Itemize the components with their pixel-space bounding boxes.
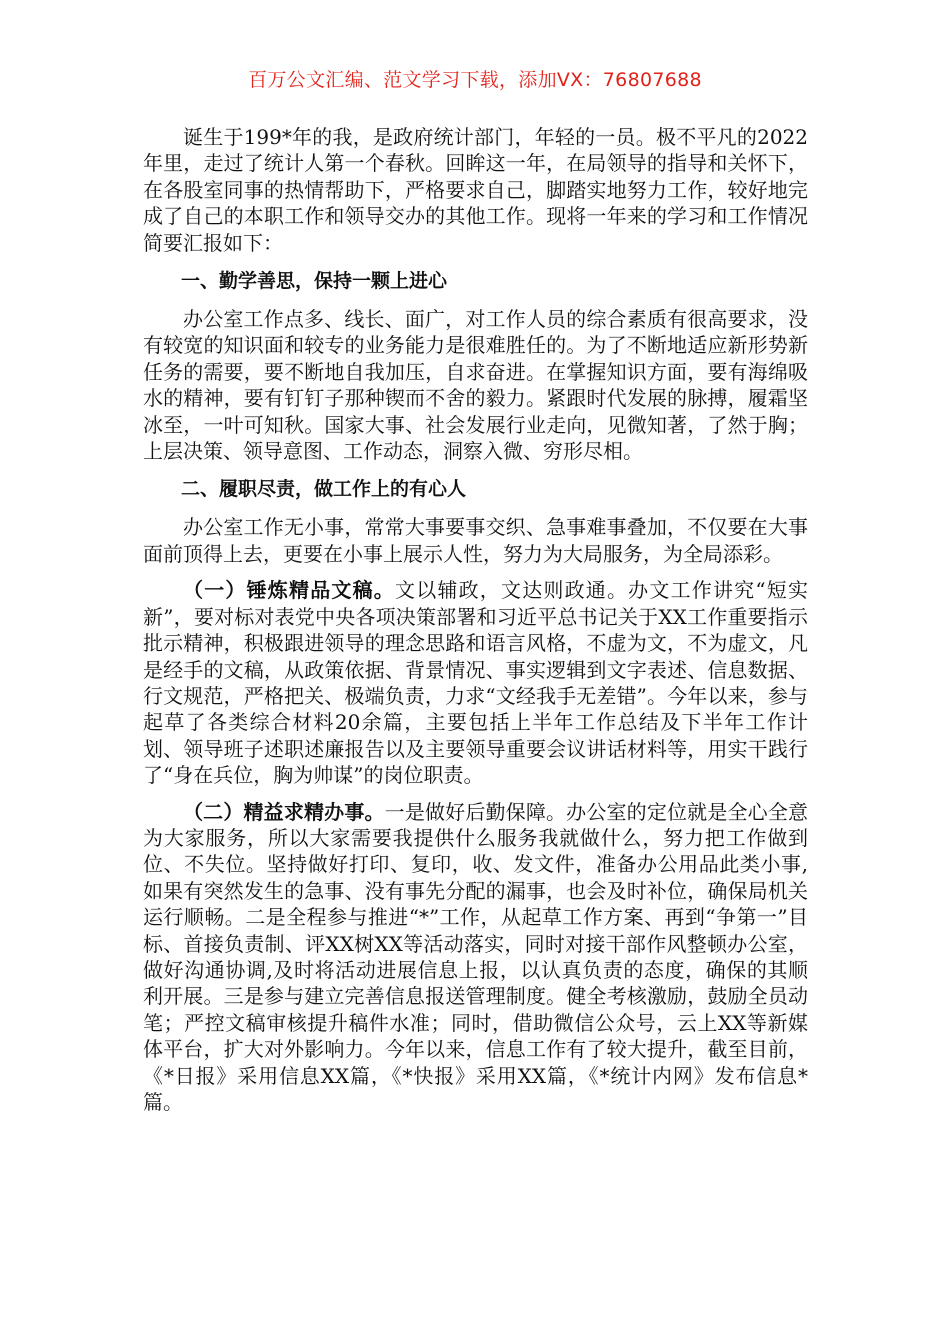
subsection-2-lead: （二）精益求精办事。 <box>183 799 385 824</box>
section-2-heading: 二、履职尽责，做工作上的有心人 <box>181 478 467 501</box>
intro-paragraph: 诞生于199*年的我，是政府统计部门，年轻的一员。极不平凡的2022年里，走过了统计人第一个春秋。回眸这一年，在局领导的指导和关怀下，在各股室同事的热情帮助下，严格要求自己，脚踏实地努力工作，较好地完成了自己的本职工作和领导交办的其他工作。现将一年来的学习和工作情况简要汇报如下： <box>143 125 808 255</box>
subsection-1-paragraph <box>143 577 808 788</box>
section-2-paragraph: 办公室工作无小事，常常大事要事交织、急事难事叠加，不仅要在大事面前顶得上去，更要在小事上展示人性，努力为大局服务，为全局添彩。 <box>143 515 808 566</box>
section-1-paragraph: 办公室工作点多、线长、面广，对工作人员的综合素质有很高要求，没有较宽的知识面和较专的业务能力是很难胜任的。为了不断地适应新形势新任务的需要，要不断地自我加压，自求奋进。在掌握知识方面，要有海绵吸水的精神，要有钉钉子那种锲而不舍的毅力。紧跟时代发展的脉搏，履霜坚冰至，一叶可知秋。国家大事、社会发展行业走向，见微知著，了然于胸；上层决策、领导意图、工作动态，洞察入微、穷形尽相。 <box>143 307 808 464</box>
subsection-2-paragraph <box>143 799 808 1116</box>
section-1-heading: 一、勤学善思，保持一颗上进心 <box>181 270 448 293</box>
subsection-1-lead: （一）锤炼精品文稿。 <box>183 578 395 603</box>
subsection-1-text: 文以辅政，文达则政通。办文工作讲究“短实新”，要对标对表党中央各项决策部署和习近平总书记关于XX工作重要指示批示精神，积极跟进领导的理念思路和语言风格，不虚为文，不为虚文，凡是经手的文稿，从政策依据、背景情况、事实逻辑到文字表述、信息数据、行文规范，严格把关、极端负责，力求“文经我手无差错”。今年以来，参与起草了各类综合材料20余篇，主要包括上半年工作总结及下半年工作计划、领导班子述职述廉报告以及主要领导重要会议讲话材料等，用实干践行了“身在兵位，胸为帅谋”的岗位职责。 <box>143 578 809 788</box>
watermark-header: 百万公文汇编、范文学习下载，添加VX：76807688 <box>248 69 702 91</box>
subsection-2-text: 一是做好后勤保障。办公室的定位就是全心全意为大家服务，所以大家需要我提供什么服务我就做什么，努力把工作做到位、不失位。坚持做好打印、复印，收、发文件，准备办公用品此类小事,如果有突然发生的急事、没有事先分配的漏事，也会及时补位，确保局机关运行顺畅。二是全程参与推进“*”工作，从起草工作方案、再到“争第一”目标、首接负责制、评XX树XX等活动落实，同时对接干部作风整顿办公室，做好沟通协调,及时将活动进展信息上报，以认真负责的态度，确保的其顺利开展。三是参与建立完善信息报送管理制度。健全考核激励，鼓励全员动笔；严控文稿审核提升稿件水准；同时，借助微信公众号，云上XX等新媒体平台，扩大对外影响力。今年以来，信息工作有了较大提升，截至目前，《*日报》采用信息XX篇，《*快报》采用XX篇，《*统计内网》发布信息*篇。 <box>143 799 809 1114</box>
document-body <box>143 124 808 1115</box>
